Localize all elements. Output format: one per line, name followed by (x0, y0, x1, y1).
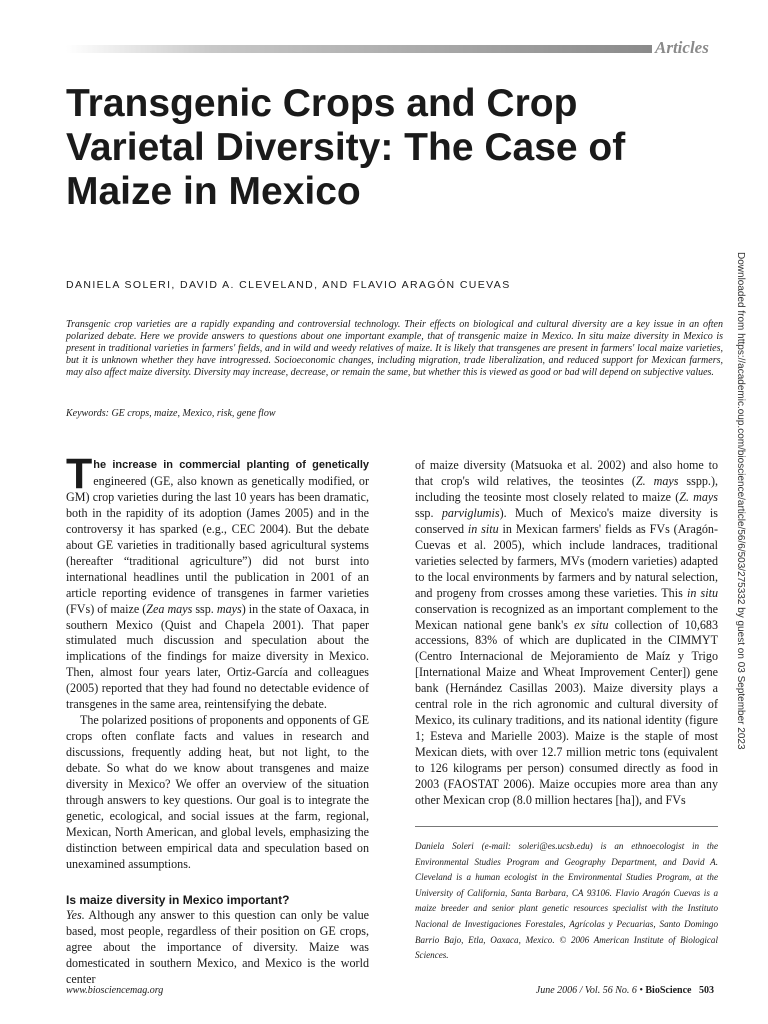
paragraph-text: Although any answer to this question can only be value based, most people, regardless of their position on GE crops, agree about the importance of diversity. Maize was domesticated in southern Mexico, and Mexico is the world center (66, 907, 369, 986)
species-name: Zea mays (146, 601, 193, 616)
issue-info: June 2006 / Vol. 56 No. 6 • (535, 985, 643, 996)
species-name: mays (216, 601, 242, 616)
body-paragraph (415, 458, 718, 809)
paragraph-text: collection of 10,683 accessions, 83% of which are duplicated in the CIMMYT (Centro Internacional de Mejoramiento de Maíz y Trigo [International Maize and Wheat Improvement Center]) gene bank (Hernández Casillas 2003). Maize diversity plays a central role in the rich agronomic and cultural diversity of Mexico, its culinary traditions, and its national identity (figure 1; Esteva and Marielle 2003). Maize is the staple of most Mexican diets, with over 12.7 million metric tons (equivalent to 126 kilograms per person) consumed directly as food in 2003 (FAOSTAT 2006). Maize occupies more area than any other Mexican crop (8.0 million hectares [ha]), and FVs (415, 617, 718, 808)
footnote-divider (415, 826, 718, 827)
author-footnote: Daniela Soleri (e-mail: soleri@es.ucsb.edu) is an ethnoecologist in the Environmental Studies Program and Geography Department, and David A. Cleveland is a human ecologist in the Environmental Studies Program, at the University of California, Santa Barbara, CA 93106. Flavio Aragón Cuevas is a maize breeder and senior plant genetic resources specialist with the Instituto Nacional de Investigaciones Forestales, Agrícolas y Pecuarias, Santo Domingo Barrio Bajo, Etla, Oaxaca, Mexico. © 2006 American Institute of Biological Sciences. (415, 841, 718, 961)
species-name: parviglumis (441, 505, 500, 520)
article-title: Transgenic Crops and Crop Varietal Diversity: The Case of Maize in Mexico (66, 82, 626, 213)
paragraph-text: ssp. (415, 505, 442, 520)
download-watermark: Downloaded from https://academic.oup.com/bioscience/article/56/6/503/275332 by guest on 03 September 2023 (735, 252, 746, 750)
body-column-right (415, 458, 718, 809)
lead-in-text: he increase in commercial planting of genetically (93, 459, 369, 471)
keywords: Keywords: GE crops, maize, Mexico, risk, gene flow (66, 408, 276, 419)
species-name: Z. mays (679, 489, 718, 504)
author-list: DANIELA SOLERI, DAVID A. CLEVELAND, AND FLAVIO ARAGÓN CUEVAS (66, 279, 511, 291)
section-heading: Is maize diversity in Mexico important? (66, 892, 290, 907)
journal-name: BioScience (645, 985, 692, 996)
paragraph-text: sspp.), including the teosinte most closely related to maize ( (415, 473, 719, 504)
intro-paragraph (66, 450, 370, 713)
body-column-left (66, 450, 370, 988)
term: in situ (686, 585, 719, 600)
species-name: Z. mays (635, 473, 679, 488)
paragraph-text: ) in the state of Oaxaca, in southern Mexico (Quist and Chapela 2001). That paper stimulated much discussion and speculation about the implications of the findings for maize diversity in Mexico. Then, almost four years later, Ortiz-García and colleagues (2005) reported that they had found no detectable evidence of transgenes in the same area, reintensifying the debate. (66, 601, 370, 712)
term: in situ (467, 521, 499, 536)
drop-cap: T (66, 450, 93, 498)
footer-website: www.biosciencemag.org (66, 985, 164, 996)
body-paragraph: The polarized positions of proponents and opponents of GE crops often conflate facts and values in research and discussions, frequently adding heat, but not light, to the debate. So what do we know about transgenes and maize diversity in Mexico? We offer an overview of the situation through answers to key questions. Our goal is to integrate the genetic, ecological, and social issues at the farm, regional, Mexican, North American, and global levels, emphasizing the distinction between empirical data and speculation based on unexamined assumptions. (66, 713, 369, 871)
paragraph-text: conservation is recognized as an important complement to the Mexican national gene bank's (415, 601, 718, 632)
paragraph-text: of maize diversity (Matsuoka et al. 2002) and also home to that crop's wild relatives, the teosintes ( (415, 458, 718, 488)
body-paragraph (66, 908, 369, 988)
footer-citation (536, 985, 714, 996)
abstract: Transgenic crop varieties are a rapidly expanding and controversial technology. Their effects on biological and cultural diversity are a key issue in an often polarized debate. Here we provide answers to questions about one important example, that of transgenic maize in Mexico. In situ maize diversity in Mexico is present in traditional varieties in farmers' fields, and in wild and weedy relatives of maize. It is likely that transgenes are present in farmers' local maize varieties, but it is unknown whether they have introgressed. Socioeconomic changes, including migration, trade liberalization, and reduced support for Mexican farmers, may also affect maize diversity. Diversity may increase, decrease, or remain the same, but whether this is viewed as good or bad will depend on subjective values. (66, 319, 723, 379)
answer-label: Yes. (66, 907, 85, 922)
paragraph-text: engineered (GE, also known as genetically modified, or GM) crop varieties during the last 10 years has been dramatic, both in the rapidity of its adoption (James 2005) and in the controversy it has sparked (e.g., CEC 2004). But the debate about GE varieties in traditionally based agricultural systems (hereafter “traditional agriculture”) did not burst into international headlines until the publication in 2001 of an article reporting evidence of transgenes in farmer varieties (FVs) of maize ( (66, 473, 369, 616)
paragraph-text: ). Much of Mexico's maize diversity is conserved (415, 505, 718, 536)
header-rule (66, 45, 652, 53)
page-number: 503 (699, 985, 714, 996)
section-label: Articles (655, 38, 709, 57)
paragraph-text: in Mexican farmers' fields as FVs (Aragón-Cuevas et al. 2005), which include landraces, traditional varieties selected by farmers, MVs (modern varieties) adapted to the local environments by farmers and by natural selection, and progeny from crosses among these varieties. This (415, 521, 718, 600)
term: ex situ (574, 617, 609, 632)
paragraph-text: ssp. (192, 601, 217, 616)
